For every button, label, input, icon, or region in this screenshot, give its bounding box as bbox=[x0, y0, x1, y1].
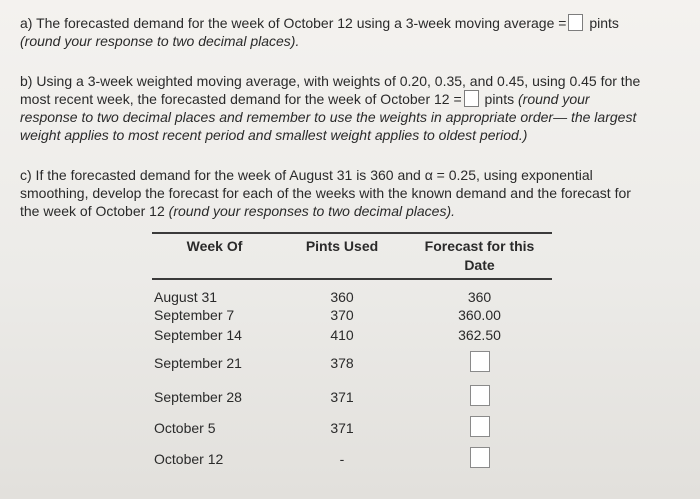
pints-cell: - bbox=[339, 450, 345, 467]
table-row bbox=[152, 305, 552, 325]
week-cell: September 21 bbox=[154, 355, 242, 371]
question-a-text: a) The forecasted demand for the week of October 12 using a 3-week moving average = bbox=[20, 15, 567, 31]
header-pints-used: Pints Used bbox=[305, 238, 379, 254]
forecast-answer-input[interactable] bbox=[470, 385, 490, 406]
week-cell: September 14 bbox=[154, 327, 242, 343]
pints-cell: 371 bbox=[330, 388, 354, 405]
pints-cell: 378 bbox=[330, 355, 354, 371]
week-cell: September 7 bbox=[154, 307, 235, 323]
question-b-line4: weight applies to most recent period and smallest weight applies to oldest period.) bbox=[20, 127, 528, 143]
table-header-row bbox=[152, 234, 552, 278]
header-week-of: Week Of bbox=[186, 238, 243, 254]
forecast-cell bbox=[407, 443, 552, 474]
header-forecast-line1: Forecast for this bbox=[424, 238, 535, 254]
question-c-line2: smoothing, develop the forecast for each of the weeks with the known demand and the forecast for bbox=[20, 185, 631, 201]
forecast-answer-input[interactable] bbox=[470, 447, 490, 468]
question-b-unit: pints bbox=[484, 91, 515, 107]
question-c-note: (round your responses to two decimal places). bbox=[168, 203, 456, 219]
week-cell: October 5 bbox=[154, 419, 216, 436]
forecast-cell: 360.00 bbox=[458, 307, 501, 323]
table-body bbox=[152, 279, 552, 474]
question-a-unit: pints bbox=[589, 15, 619, 31]
question-c-line1: c) If the forecasted demand for the week of August 31 is 360 and α = 0.25, using exponential bbox=[20, 167, 593, 183]
table-row bbox=[152, 443, 552, 474]
question-a-note: (round your response to two decimal places). bbox=[20, 33, 300, 49]
pints-cell: 371 bbox=[330, 419, 354, 436]
week-cell: September 28 bbox=[154, 388, 242, 405]
header-forecast bbox=[407, 234, 552, 278]
table-row bbox=[152, 381, 552, 412]
question-c bbox=[20, 166, 685, 220]
question-b-line1: b) Using a 3-week weighted moving average, with weights of 0.20, 0.35, and 0.45, using 0.45 for the bbox=[20, 73, 641, 89]
question-b-line3: response to two decimal places and remember to use the weights in appropriate order— the largest bbox=[20, 109, 637, 125]
question-a bbox=[20, 14, 685, 50]
week-cell: August 31 bbox=[154, 289, 218, 305]
pints-cell: 370 bbox=[330, 307, 354, 323]
table-row bbox=[152, 325, 552, 345]
pints-cell: 410 bbox=[330, 327, 354, 343]
table-row bbox=[152, 279, 552, 305]
forecast-cell bbox=[407, 412, 552, 443]
forecast-cell: 362.50 bbox=[458, 327, 501, 343]
table-row bbox=[152, 345, 552, 381]
question-c-line3: the week of October 12 bbox=[20, 203, 165, 219]
question-b bbox=[20, 72, 685, 144]
forecast-table bbox=[152, 232, 552, 474]
forecast-answer-input[interactable] bbox=[470, 351, 490, 372]
answer-b-input[interactable] bbox=[464, 90, 479, 107]
forecast-cell bbox=[407, 345, 552, 381]
forecast-answer-input[interactable] bbox=[470, 416, 490, 437]
week-cell: October 12 bbox=[154, 450, 224, 467]
forecast-cell bbox=[407, 381, 552, 412]
pints-cell: 360 bbox=[330, 289, 354, 305]
question-b-note-tail: (round your bbox=[518, 91, 590, 107]
forecast-cell: 360 bbox=[467, 289, 492, 305]
question-b-line2: most recent week, the forecasted demand for the week of October 12 = bbox=[20, 91, 462, 107]
header-forecast-line2: Date bbox=[464, 257, 495, 273]
answer-a-input[interactable] bbox=[568, 14, 583, 31]
table-row bbox=[152, 412, 552, 443]
